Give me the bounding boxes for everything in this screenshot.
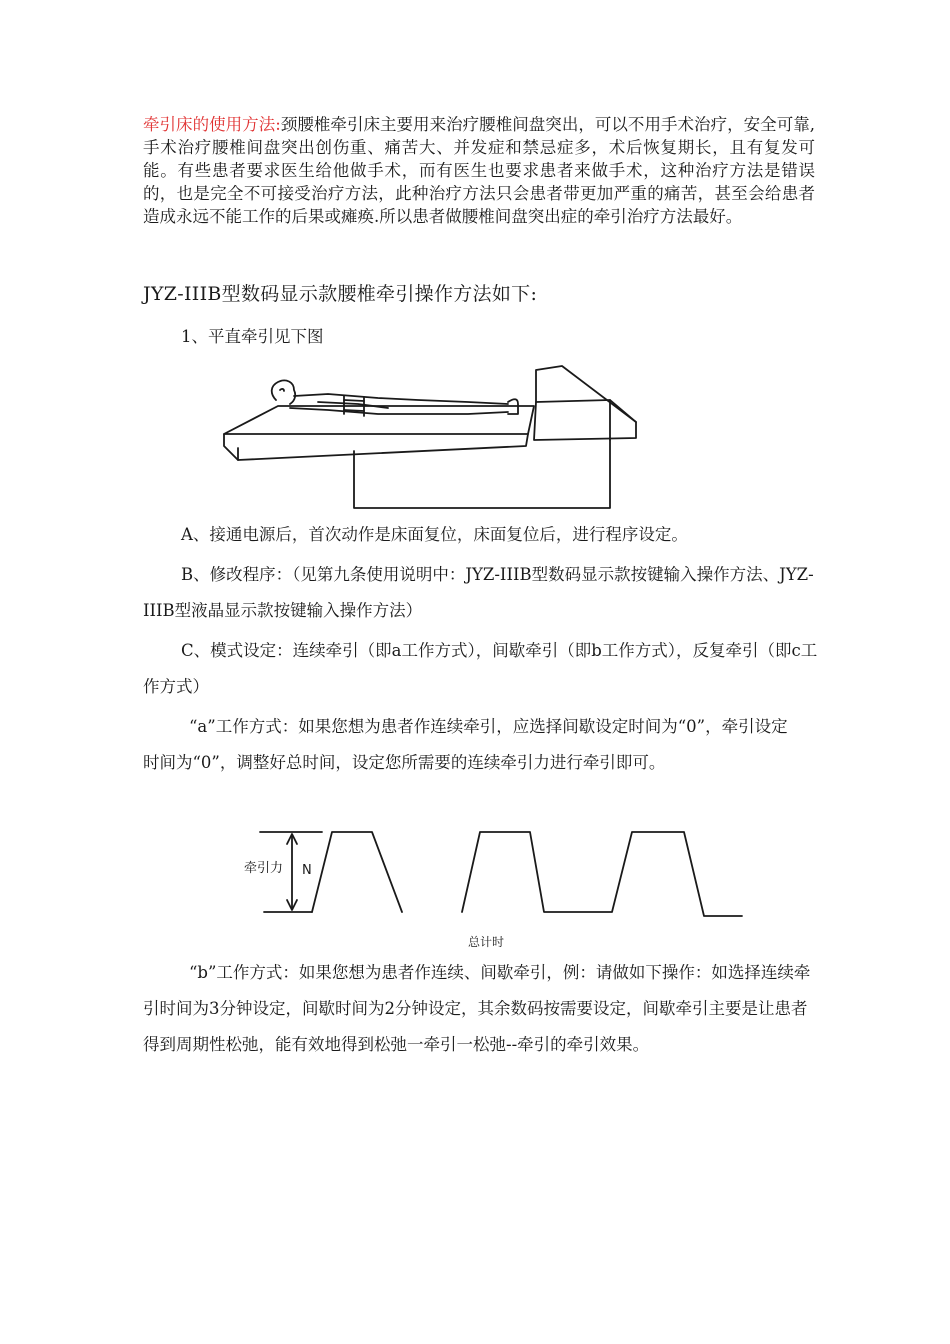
paragraph-mode-a: “a”工作方式：如果您想为患者作连续牵引，应选择间歇设定时间为“0”，牵引设定时间为“0”，调整好总时间，设定您所需要的连续牵引力进行牵引即可。 (143, 717, 788, 772)
waveform-y-label: 牵引力 (244, 861, 284, 876)
traction-bed-illustration (218, 364, 642, 512)
waveform-unit-label: N (302, 863, 312, 878)
paragraph-c: C、模式设定：连续牵引（即a工作方式），间歇牵引（即b工作方式），反复牵引（即c工作方式） (143, 641, 818, 696)
traction-waveform-diagram (240, 826, 750, 949)
paragraph-mode-b: “b”工作方式：如果您想为患者作连续、间歇牵引，例：请做如下操作：如选择连续牵引时间为3分钟设定，间歇时间为2分钟设定，其余数码按需要设定，间歇牵引主要是让患者得到周期性松弛，能有效地得到松弛一牵引一松弛--牵引的牵引效果。 (143, 963, 811, 1054)
intro-lead: 牵引床的使用方法: (143, 115, 281, 134)
intro-body: 颈腰椎牵引床主要用来治疗腰椎间盘突出，可以不用手术治疗，安全可靠,手术治疗腰椎间盘突出创伤重、痛苦大、并发症和禁忌症多，术后恢复期长，且有复发可能。有些患者要求医生给他做手术，而有医生也要求患者来做手术，这种治疗方法是错误的，也是完全不可接受治疗方法，此种治疗方法只会患者带更加严重的痛苦，甚至会给患者造成永远不能工作的后果或瘫痪.所以患者做腰椎间盘突出症的牵引治疗方法最好。 (143, 115, 815, 226)
intro-paragraph (143, 113, 815, 228)
paragraph-b: B、修改程序：（见第九条使用说明中：JYZ-IIIB型数码显示款按键输入操作方法、JYZ-IIIB型液晶显示款按键输入操作方法） (143, 565, 814, 620)
waveform-x-label: 总计时 (468, 935, 505, 949)
step-1-label: 1、平直牵引见下图 (181, 327, 324, 346)
section-heading: JYZ-IIIB型数码显示款腰椎牵引操作方法如下: (143, 283, 538, 305)
paragraph-a: A、接通电源后，首次动作是床面复位，床面复位后，进行程序设定。 (181, 525, 688, 544)
